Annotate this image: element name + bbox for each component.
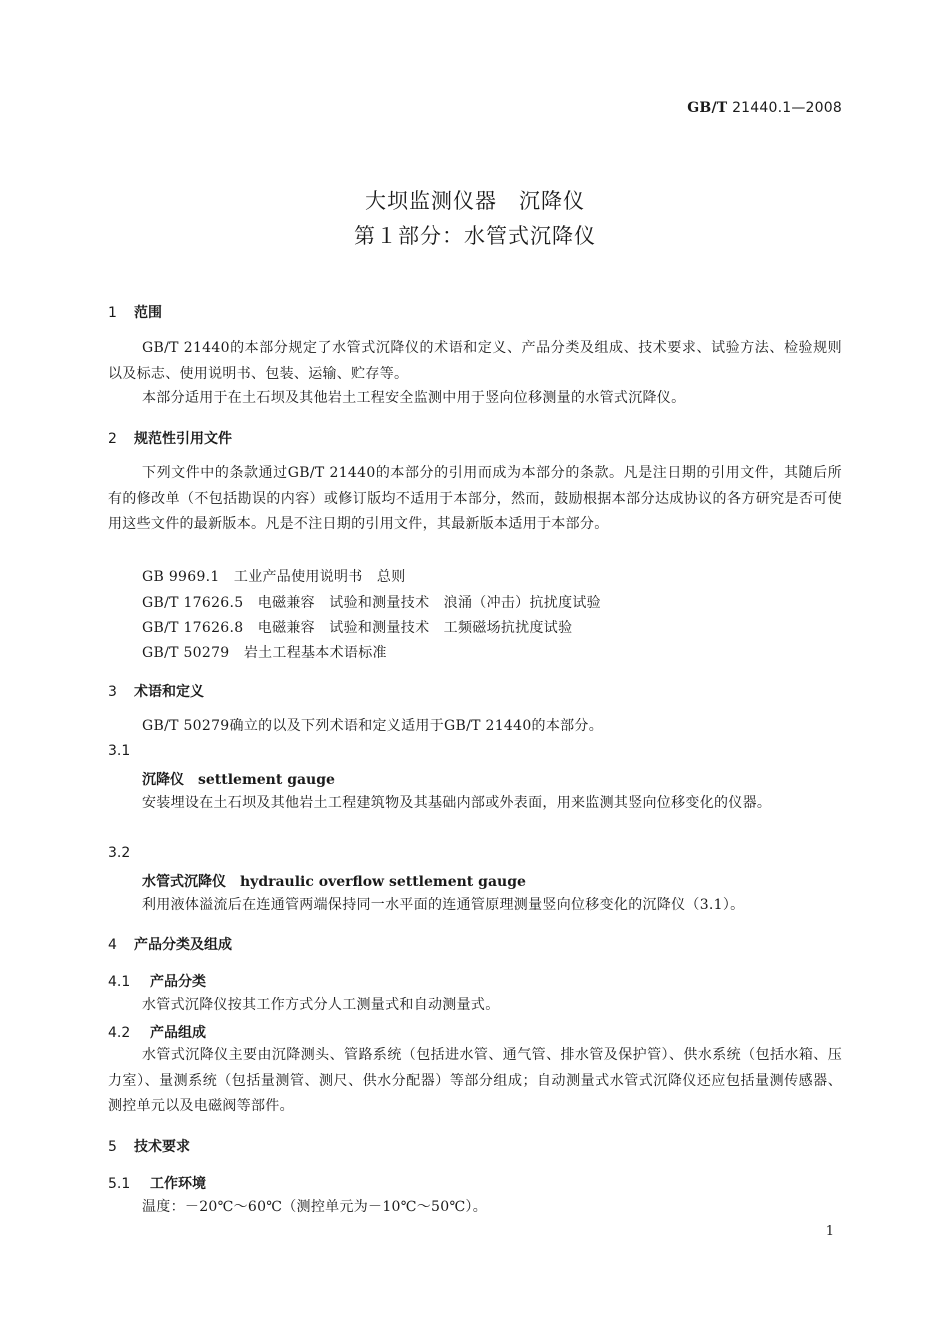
document-title-line2: 第１部分：水管式沉降仪 bbox=[354, 224, 596, 248]
standard-number: GB/T 21440.1—2008 bbox=[687, 100, 842, 116]
reference-item: GB 9969.1 工业产品使用说明书 总则 bbox=[142, 569, 406, 585]
clause-4-2-paragraph: 水管式沉降仪主要由沉降测头、管路系统（包括进水管、通气管、排水管及保护管）、供水系统（包括水箱、压力室）、量测系统（包括量测管、测尺、供水分配器）等部分组成；自动测量式水管式沉降仪还应包括量测传感器、测控单元以及电磁阀等部件。 bbox=[108, 1047, 842, 1114]
section-1-heading: 1 范围 bbox=[108, 305, 162, 321]
section-1-paragraph-1: GB/T 21440的本部分规定了水管式沉降仪的术语和定义、产品分类及组成、技术要求、试验方法、检验规则以及标志、使用说明书、包装、运输、贮存等。 bbox=[108, 340, 842, 382]
clause-5-1-heading: 5.1 工作环境 bbox=[108, 1176, 206, 1192]
clause-4-1-heading: 4.1 产品分类 bbox=[108, 974, 206, 990]
section-2-paragraph-1: 下列文件中的条款通过GB/T 21440的本部分的引用而成为本部分的条款。凡是注日期的引用文件，其随后所有的修改单（不包括勘误的内容）或修订版均不适用于本部分，然而，鼓励根据本部分达成协议的各方研究是否可使用这些文件的最新版本。凡是不注日期的引用文件，其最新版本适用于本部分。 bbox=[108, 465, 842, 532]
clause-5-1-paragraph: 温度：－20℃～60℃（测控单元为－10℃～50℃）。 bbox=[142, 1199, 488, 1215]
document-title-line1: 大坝监测仪器 沉降仪 bbox=[365, 189, 585, 213]
definition-3-2: 利用液体溢流后在连通管两端保持同一水平面的连通管原理测量竖向位移变化的沉降仪（3.1）。 bbox=[142, 897, 745, 913]
section-3-paragraph-1: GB/T 50279确立的以及下列术语和定义适用于GB/T 21440的本部分。 bbox=[142, 718, 604, 734]
term-3-2: 水管式沉降仪 hydraulic overflow settlement gauge bbox=[142, 874, 526, 890]
clause-3-2-number: 3.2 bbox=[108, 845, 131, 861]
definition-3-1: 安装埋设在土石坝及其他岩土工程建筑物及其基础内部或外表面，用来监测其竖向位移变化的仪器。 bbox=[142, 795, 772, 811]
section-3-heading: 3 术语和定义 bbox=[108, 684, 204, 700]
section-1-paragraph-2: 本部分适用于在土石坝及其他岩土工程安全监测中用于竖向位移测量的水管式沉降仪。 bbox=[142, 390, 686, 406]
page-number: 1 bbox=[825, 1224, 834, 1239]
clause-4-2-heading: 4.2 产品组成 bbox=[108, 1025, 206, 1041]
reference-item: GB/T 50279 岩土工程基本术语标准 bbox=[142, 645, 387, 661]
section-2-heading: 2 规范性引用文件 bbox=[108, 431, 232, 447]
term-3-1: 沉降仪 settlement gauge bbox=[142, 772, 335, 788]
clause-4-1-paragraph: 水管式沉降仪按其工作方式分人工测量式和自动测量式。 bbox=[142, 997, 500, 1013]
reference-item: GB/T 17626.5 电磁兼容 试验和测量技术 浪涌（冲击）抗扰度试验 bbox=[142, 595, 601, 611]
clause-3-1-number: 3.1 bbox=[108, 743, 131, 759]
section-5-heading: 5 技术要求 bbox=[108, 1139, 190, 1155]
section-4-heading: 4 产品分类及组成 bbox=[108, 937, 232, 953]
reference-item: GB/T 17626.8 电磁兼容 试验和测量技术 工频磁场抗扰度试验 bbox=[142, 620, 573, 636]
